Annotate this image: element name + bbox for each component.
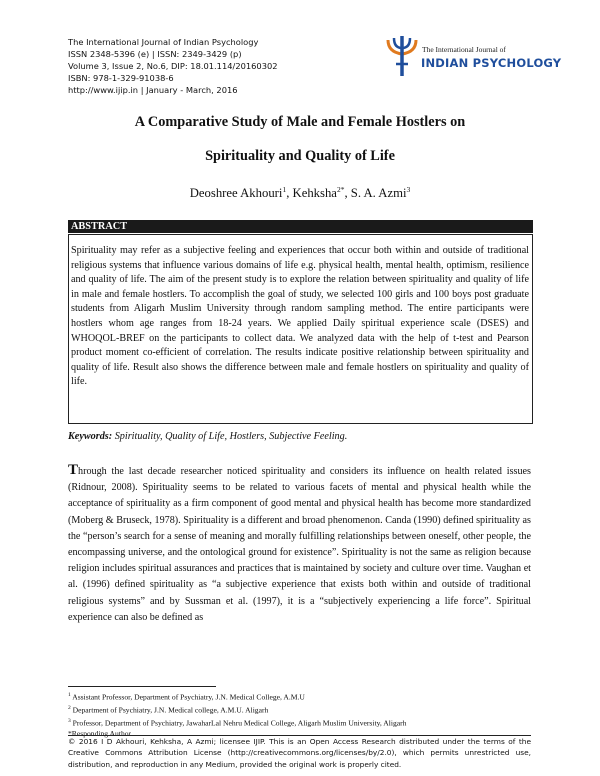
keywords-text: Spirituality, Quality of Life, Hostlers, Subjective Feeling. [114,431,348,442]
separator: | [140,85,144,96]
journal-url[interactable]: http://www.ijip.in [68,85,139,96]
footnote-text: Professor, Department of Psychiatry, JawaharLal Nehru Medical College, Aligarh Muslim University, Aligarh [72,718,407,728]
keywords-line [68,431,347,442]
footnote-text: Assistant Professor, Department of Psychiatry, J.N. Medical College, A.M.U [72,692,305,702]
footnote [68,716,406,729]
author-list [0,185,600,201]
author-name: Kehksha [292,186,337,201]
footnote-mark: 3 [68,718,71,725]
url-date-line [68,84,278,96]
author-sep: , [344,186,351,201]
volume-info: Volume 3, Issue 2, No.6, DIP: 18.01.114/20160302 [68,61,278,72]
author-name: Deoshree Akhouri [189,186,283,201]
footnote-text: *Responding Author [68,729,132,739]
footnote [68,703,406,716]
footnote-mark: 2 [68,705,71,712]
footnote-divider [68,686,216,687]
author-mark: 3 [406,185,411,194]
trident-logo-icon [384,34,420,78]
keywords-label: Keywords: [68,431,113,442]
body-text: hrough the last decade researcher noticed spirituality and considers its influence on health related issues (Ridnour, 2008). Spirituality seems to be related to various facets of mental and physical health while the acceptance of spirituality as a firm component of good mental and physical health has become more standardized (Moberg & Bruseck, 1978). Spirituality is a different and broad phenomenon. Canda (1990) defined spirituality as the “person’s search for a sense of meaning and morally fulfilling relationships between oneself, other people, the encompassing universe, and the ontological ground for existence”. Spirituality is not the same as religion because religion includes spiritual assurances and practices that is maintained by society and culture over time. Vaughan et al. (1996) defined spirituality as “a subjective experience that exists both within and outside of traditional religious systems” and by Sussman et al. (1997), it is a “subjectively experiencing a life force”. Spiritual experience can also be defined as [68,466,531,623]
journal-logo [384,34,562,82]
footnotes [68,690,406,740]
logo-small-text: The International Journal of [422,45,506,54]
body-paragraph [68,462,531,626]
abstract-heading-bar [68,220,533,233]
drop-cap: T [68,462,79,478]
journal-name: The International Journal of Indian Psychology [68,37,259,47]
author-mark: 1 [282,185,287,194]
abstract-text: Spirituality may refer as a subjective feeling and experiences that occur both within and outside of traditional religious systems that influence various domains of life e.g. physical health, mental health, optimism, resilience and quality of life. The aim of the present study is to explore the relation between spirituality and quality of life in male and female hostlers. To accomplish the goal of study, we selected 100 girls and 100 boys post graduate students from Aligarh Muslim University through random sampling method. The entire participants were hostlers whom age ranges from 18-24 years. We applied Daily spiritual experience scale (DSES) and WHOQOL-BREF on the participants to collect data. We analyzed data with the help of t-test and Pearson product moment co-efficient of correlation. The results indicate positive relationship between spirituality and quality of life. Result also shows the difference between male and female hostlers on spirituality and quality of life. [71,245,529,388]
footnote [68,690,406,703]
footnote-text: Department of Psychiatry, J.N. Medical college, A.M.U. Aligarh [72,705,269,715]
journal-meta [68,36,278,96]
logo-big-text: INDIAN PSYCHOLOGY [421,56,562,70]
issn: ISSN 2348-5396 (e) | ISSN: 2349-3429 (p) [68,49,242,60]
paper-title-line2: Spirituality and Quality of Life [205,148,395,164]
paper-title-line1: A Comparative Study of Male and Female Hostlers on [134,114,466,130]
author-mark: 2* [336,185,345,194]
author-sep: , [286,186,293,201]
copyright-notice: © 2016 I D Akhouri, Kehksha, A Azmi; licensee IJIP. This is an Open Access Research distributed under the terms of the Creative Commons Attribution License (http://creativecommons.org/licenses/by/2.0), which permits unrestricted use, distribution, and reproduction in any Medium, provided the original work is properly cited. [68,737,531,769]
issue-date: January - March, 2016 [146,85,238,96]
author-name: S. A. Azmi [350,186,407,201]
footnote-mark: 1 [68,692,71,698]
isbn: ISBN: 978-1-329-91038-6 [68,73,174,84]
abstract-heading: ABSTRACT [71,221,128,232]
